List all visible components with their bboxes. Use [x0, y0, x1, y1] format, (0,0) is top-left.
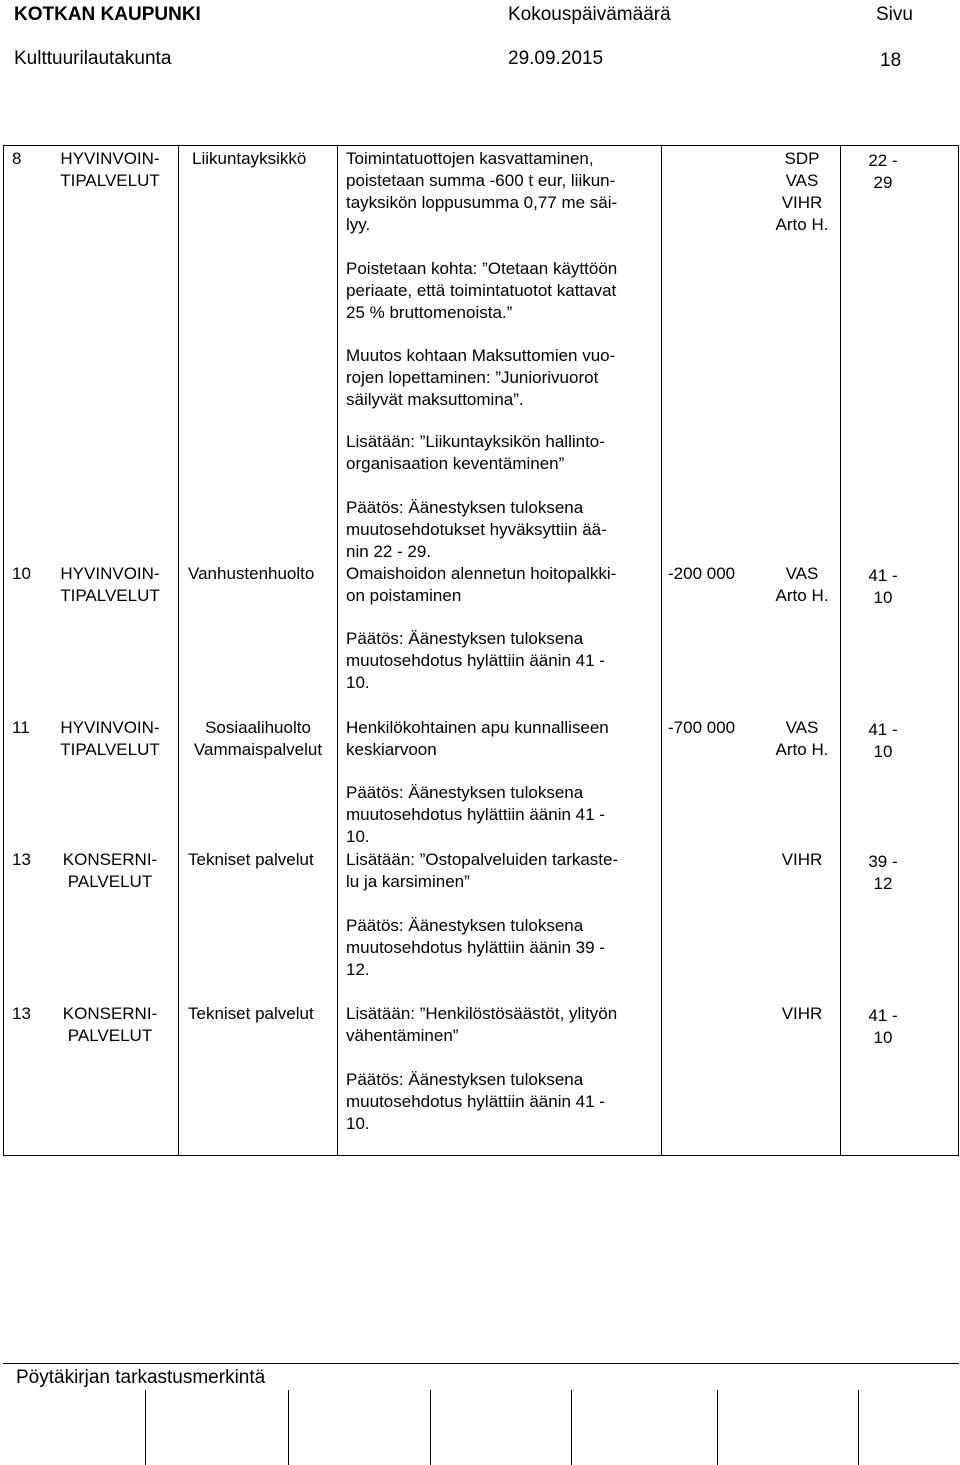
- signature-divider: [717, 1390, 718, 1465]
- table-top-border: [3, 145, 959, 146]
- row-unit: Sosiaalihuolto Vammaispalvelut: [193, 718, 323, 759]
- row-amount: -700 000: [668, 718, 736, 737]
- col-divider: [178, 145, 179, 1156]
- row-amount: -200 000: [668, 564, 736, 583]
- decision-text: Päätös: Äänestyksen tuloksena muutosehdotukset hyväksyttiin ää- nin 22 - 29.: [346, 498, 607, 561]
- row-votes: 41 - 10: [868, 1006, 898, 1047]
- row-description: Lisätään: ”Liikuntayksikön hallinto- organisaation keventäminen”: [346, 432, 605, 473]
- row-description: Poistetaan kohta: ”Otetaan käyttöön periaate, että toimintatuotot kattavat 25 % bruttomenoista.”: [346, 259, 618, 322]
- row-parties: VAS Arto H.: [775, 564, 829, 605]
- meeting-date: 29.09.2015: [508, 48, 604, 69]
- col-divider: [3, 145, 4, 1156]
- signature-divider: [430, 1390, 431, 1465]
- date-label: Kokouspäivämäärä: [508, 4, 671, 25]
- row-unit: Vanhustenhuolto: [188, 564, 315, 583]
- signature-divider: [858, 1390, 859, 1465]
- page-label: Sivu: [876, 4, 913, 25]
- signature-divider: [288, 1390, 289, 1465]
- row-number: 8: [12, 149, 22, 168]
- row-unit: Tekniset palvelut: [188, 1004, 314, 1023]
- row-parties: VIHR: [781, 850, 823, 869]
- row-votes: 22 - 29: [868, 151, 898, 192]
- row-number: 11: [12, 718, 30, 737]
- row-category: HYVINVOIN- TIPALVELUT: [60, 564, 160, 605]
- row-number: 10: [12, 564, 31, 583]
- col-divider: [337, 145, 338, 1156]
- signature-divider: [145, 1390, 146, 1465]
- row-category: HYVINVOIN- TIPALVELUT: [60, 149, 160, 190]
- table-bottom-border: [3, 1155, 959, 1156]
- row-parties: VAS Arto H.: [775, 718, 829, 759]
- col-divider: [661, 145, 662, 1156]
- row-number: 13: [12, 850, 31, 869]
- col-divider: [958, 145, 959, 1156]
- row-description: Lisätään: ”Ostopalveluiden tarkaste- lu ja karsiminen”: [346, 850, 619, 891]
- footer-top-border: [3, 1363, 959, 1364]
- row-votes: 41 - 10: [868, 566, 898, 607]
- row-description: Omaishoidon alennetun hoitopalkki- on poistaminen: [346, 564, 617, 605]
- page-number: 18: [880, 50, 902, 71]
- decision-text: Päätös: Äänestyksen tuloksena muutosehdotus hylättiin äänin 41 - 10.: [346, 1070, 605, 1133]
- decision-text: Päätös: Äänestyksen tuloksena muutosehdotus hylättiin äänin 41 - 10.: [346, 783, 605, 846]
- row-description: Muutos kohtaan Maksuttomien vuo- rojen lopettaminen: ”Juniorivuorot säilyvät maksuttomina”.: [346, 346, 616, 409]
- footer-label: Pöytäkirjan tarkastusmerkintä: [16, 1367, 266, 1388]
- row-votes: 39 - 12: [868, 852, 898, 893]
- row-description: Lisätään: ”Henkilöstösäästöt, ylityön vähentäminen”: [346, 1004, 618, 1045]
- row-parties: SDP VAS VIHR Arto H.: [775, 149, 829, 234]
- row-parties: VIHR: [781, 1004, 823, 1023]
- signature-divider: [571, 1390, 572, 1465]
- row-category: KONSERNI- PALVELUT: [62, 1004, 158, 1045]
- row-description: Toimintatuottojen kasvattaminen, poistetaan summa -600 t eur, liikun- tayksikön loppusumma 0,77 me säi- lyy.: [346, 149, 618, 234]
- row-unit: Tekniset palvelut: [188, 850, 314, 869]
- org-name: KOTKAN KAUPUNKI: [14, 4, 201, 25]
- decision-text: Päätös: Äänestyksen tuloksena muutosehdotus hylättiin äänin 39 - 12.: [346, 916, 605, 979]
- row-category: KONSERNI- PALVELUT: [62, 850, 158, 891]
- row-number: 13: [12, 1004, 31, 1023]
- row-description: Henkilökohtainen apu kunnalliseen keskiarvoon: [346, 718, 609, 759]
- row-votes: 41 - 10: [868, 720, 898, 761]
- row-category: HYVINVOIN- TIPALVELUT: [60, 718, 160, 759]
- committee-name: Kulttuurilautakunta: [14, 48, 172, 69]
- row-unit: Liikuntayksikkö: [192, 149, 307, 168]
- decision-text: Päätös: Äänestyksen tuloksena muutosehdotus hylättiin äänin 41 - 10.: [346, 629, 605, 692]
